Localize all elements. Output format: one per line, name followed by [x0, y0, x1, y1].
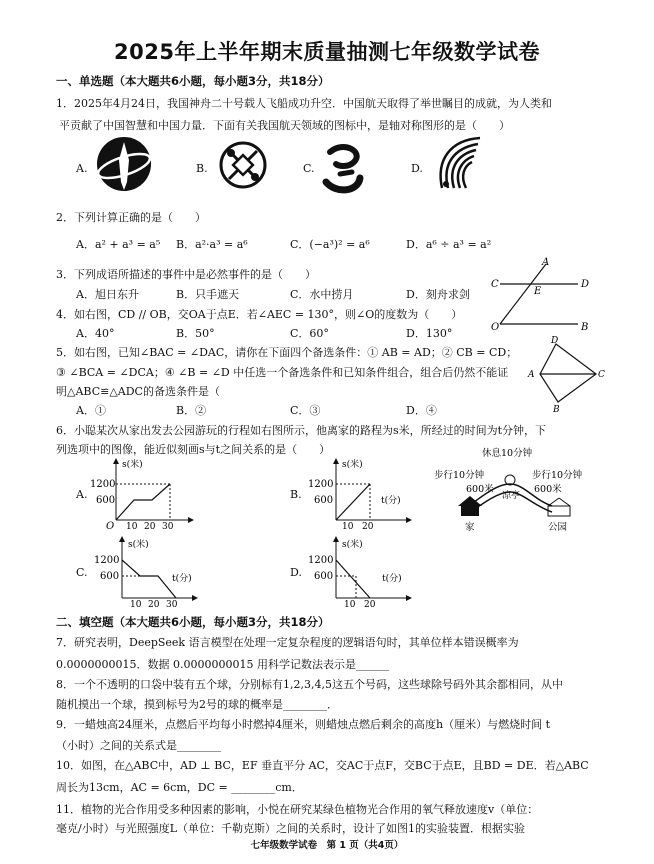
q6-graph-d — [306, 536, 416, 608]
q4-option-d: D．130° — [406, 327, 453, 340]
q5-point-a-label: A — [528, 370, 535, 380]
q1-option-a-label: A. — [76, 162, 88, 175]
q6-a-tick-1200: 1200 — [90, 479, 116, 490]
q8-line1: 8．一个不透明的口袋中装有五个球，分别标有1,2,3,4,5这五个号码，这些球除号码外其余都相同，从中 — [56, 678, 563, 691]
q6-b-tick-10: 10 — [342, 522, 354, 532]
q3-option-d: D．刻舟求剑 — [406, 288, 470, 301]
q6-c-y-axis-label: s(米) — [128, 540, 149, 550]
q10-line1: 10．如图，在△ABC中，AD ⊥ BC，EF 垂直平分 AC，交AC于点F，交BC于点E，且BD = DE．若△ABC — [56, 759, 589, 772]
route-walk-right-label: 步行10分钟 — [532, 470, 583, 481]
q6-d-tick-20: 20 — [364, 600, 376, 610]
q1-icon-d — [430, 134, 486, 194]
q5-option-d: D．④ — [406, 404, 437, 417]
q3-option-a: A．旭日东升 — [76, 288, 139, 301]
q4-point-c-label: C — [491, 279, 499, 290]
q1-icon-b — [218, 140, 268, 190]
q5-stem-line1: 5．如右图，已知∠BAC = ∠DAC，请你在下面四个备选条件：① AB = AD；② CB = CD； — [56, 346, 518, 359]
q6-graph-b — [306, 458, 416, 530]
q4-point-e-label: E — [534, 286, 542, 297]
park-icon — [548, 498, 570, 516]
q4-option-a: A．40° — [76, 327, 115, 340]
q5-figure-quadrilateral — [518, 336, 604, 414]
q6-b-x-axis-label: t(分) — [381, 496, 401, 506]
q6-graph-a — [88, 458, 198, 530]
page-footer: 七年级数学试卷 第 1 页（共4页） — [250, 840, 404, 851]
q6-d-tick-1200: 1200 — [308, 555, 334, 566]
q3-option-c: C．水中捞月 — [290, 288, 354, 301]
q4-stem: 4．如右图，CD // OB，交OA于点E．若∠AEC = 130°，则∠O的度数为（ ） — [56, 308, 463, 321]
q3-stem: 3．下列成语所描述的事件中是必然事件的是（ ） — [56, 268, 316, 281]
section-heading-single-choice: 一、单选题（本大题共6小题，每小题3分，共18分） — [56, 74, 330, 88]
q2-option-a: A．a² + a³ = a⁵ — [76, 238, 161, 251]
q5-option-b: B．② — [176, 404, 207, 417]
q6-a-tick-20: 20 — [144, 522, 156, 532]
q6-c-tick-20: 20 — [148, 600, 160, 610]
q6-b-tick-600: 600 — [314, 495, 334, 506]
q6-c-tick-1200: 1200 — [94, 555, 120, 566]
q9-line1: 9．一蜡烛高24厘米，点燃后平均每小时燃掉4厘米，则蜡烛点燃后剩余的高度h（厘米）与燃烧时间 t — [56, 718, 550, 731]
q6-stem-line1: 6．小聪某次从家出发去公园游玩的行程如右图所示，他离家的路程为s米，所经过的时间为t分钟，下 — [56, 424, 547, 437]
q6-d-tick-600: 600 — [314, 571, 334, 582]
q4-figure-parallel-lines — [488, 256, 598, 334]
q1-stem-line2: 平贡献了中国智慧和中国力量．下面有关我国航天领域的图标中，是轴对称图形的是（ ） — [59, 119, 510, 132]
q6-d-y-axis-label: s(米) — [342, 540, 363, 550]
route-dist-right-label: 600米 — [534, 484, 562, 495]
q6-route-illustration — [430, 444, 600, 536]
route-pavilion-label: 凉亭 — [502, 491, 521, 501]
route-walk-left-label: 步行10分钟 — [434, 470, 485, 481]
q6-option-b-label: B. — [290, 488, 302, 501]
q6-a-tick-10: 10 — [126, 522, 138, 532]
q6-c-tick-10: 10 — [130, 600, 142, 610]
q10-line2: 周长为13cm，AC = 6cm，DC = ________cm． — [56, 781, 303, 794]
q5-point-b-label: B — [553, 405, 560, 415]
q1-icon-a — [94, 134, 154, 194]
section-heading-fill-blank: 二、填空题（本大题共6小题，每小题3分，共18分） — [56, 615, 330, 629]
q4-point-d-label: D — [581, 279, 590, 290]
q2-option-b: B．a²·a³ = a⁶ — [176, 238, 248, 251]
q6-b-tick-20: 20 — [362, 522, 374, 532]
q6-option-a-label: A. — [76, 488, 88, 501]
q6-c-tick-30: 30 — [166, 600, 178, 610]
q1-option-d-label: D. — [411, 162, 423, 175]
q4-point-o-label: O — [491, 322, 500, 333]
q4-point-a-label: A — [542, 257, 550, 268]
q6-c-tick-600: 600 — [100, 571, 120, 582]
q6-option-d-label: D. — [290, 566, 302, 579]
q6-c-x-axis-label: t(分) — [172, 574, 192, 584]
q5-point-d-label: D — [551, 336, 559, 346]
route-rest-label: 休息10分钟 — [482, 448, 533, 459]
q2-option-c: C．(−a³)² = a⁶ — [290, 238, 370, 251]
q6-b-y-axis-label: s(米) — [342, 460, 363, 470]
q6-b-tick-1200: 1200 — [308, 479, 334, 490]
q5-option-c: C．③ — [290, 404, 321, 417]
route-dist-left-label: 600米 — [466, 484, 494, 495]
q6-a-tick-600: 600 — [96, 495, 116, 506]
q4-point-b-label: B — [581, 322, 589, 333]
q1-option-c-label: C. — [303, 162, 315, 175]
q1-icon-c — [318, 138, 366, 194]
q6-d-x-axis-label: t(分) — [382, 574, 402, 584]
q11-line2: 毫克/小时）与光照强度L（单位：千勒克斯）之间的关系时，设计了如图1的实验装置．根据实验 — [56, 822, 526, 835]
q2-option-d: D．a⁶ ÷ a³ = a² — [406, 238, 492, 251]
q6-d-tick-10: 10 — [344, 600, 356, 610]
q6-a-origin: O — [106, 521, 115, 532]
q6-stem-line2: 列选项中的图像，能近似刻画s与t之间关系的是（ ） — [56, 443, 331, 456]
q2-stem: 2．下列计算正确的是（ ） — [56, 211, 206, 224]
q6-a-tick-30: 30 — [162, 522, 174, 532]
q3-option-b: B．只手遮天 — [176, 288, 240, 301]
q1-option-b-label: B. — [196, 162, 208, 175]
q5-point-c-label: C — [598, 370, 605, 380]
q5-option-a: A．① — [76, 404, 106, 417]
q5-stem-line2: ③ ∠BCA = ∠DCA；④ ∠B = ∠D 中任选一个备选条件和已知条件组合，组合后仍然不能证 — [56, 366, 509, 379]
q11-line1: 11．植物的光合作用受多种因素的影响，小悦在研究某绿色植物光合作用的氧气释放速度v（单位： — [56, 803, 539, 816]
q7-line2: 0.0000000015．数据 0.0000000015 用科学记数法表示是______ — [56, 658, 389, 671]
q7-line1: 7．研究表明，DeepSeek 语言模型在处理一定复杂程度的逻辑语句时，其单位样本错误概率为 — [56, 636, 519, 649]
q6-option-c-label: C. — [76, 566, 88, 579]
q1-stem-line1: 1．2025年4月24日，我国神舟二十号载人飞船成功升空．中国航天取得了举世瞩目的成就，为人类和 — [56, 97, 552, 110]
q4-option-c: C．60° — [290, 327, 329, 340]
q6-graph-c — [92, 536, 202, 608]
route-park-label: 公园 — [548, 522, 568, 533]
route-home-label: 家 — [465, 522, 475, 533]
q4-option-b: B．50° — [176, 327, 215, 340]
q9-line2: （小时）之间的关系式是________ — [56, 739, 221, 752]
page-title: 2025年上半年期末质量抽测七年级数学试卷 — [114, 40, 540, 64]
q5-stem-line3: 明△ABC≌△ADC的备选条件是（ — [56, 385, 220, 398]
q8-line2: 随机摸出一个球，摸到标号为2号的球的概率是________． — [56, 698, 338, 711]
q6-a-y-axis-label: s(米) — [122, 460, 143, 470]
